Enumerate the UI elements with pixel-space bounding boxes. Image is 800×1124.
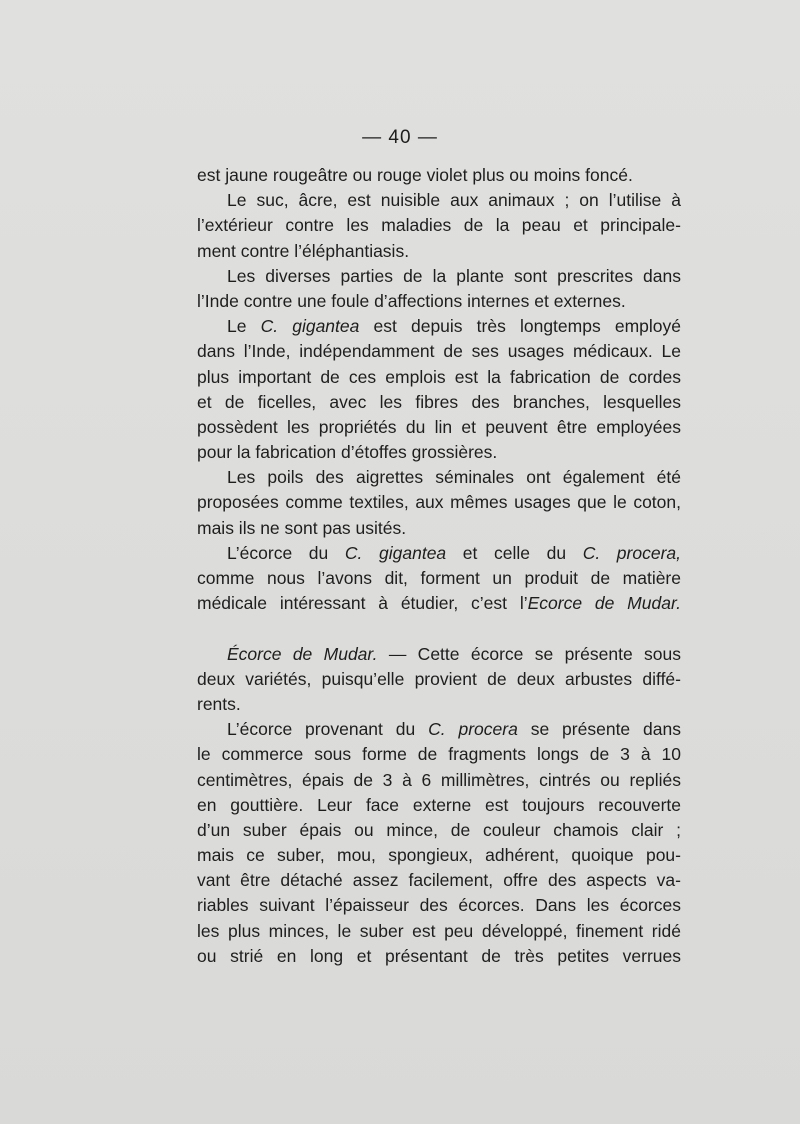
text-segment: Le — [227, 316, 261, 337]
text-line — [197, 591, 681, 616]
text-segment: est depuis très longtemps employé — [359, 316, 681, 337]
text-line — [197, 541, 681, 566]
text-line: vant être détaché assez facilement, offre des aspects va- — [197, 870, 681, 891]
italic-segment: C. gigantea — [260, 316, 360, 337]
text-line: mais ce suber, mou, spongieux, adhérent, quoique pou- — [197, 845, 681, 866]
text-line: comme nous l’avons dit, forment un produit de matière — [197, 568, 681, 588]
body-text — [197, 163, 681, 969]
text-line: mais ils ne sont pas usités. — [197, 517, 407, 538]
text-line: ou strié en long et présentant de très petites verrues — [197, 945, 681, 966]
page-number: — 40 — — [362, 127, 438, 148]
text-line: possèdent les propriétés du lin et peuvent être employées — [197, 416, 681, 437]
text-segment: L’écorce provenant du — [227, 719, 429, 740]
text-line: le commerce sous forme de fragments longs de 3 à 10 — [197, 744, 681, 765]
text-segment: médicale intéressant à étudier, c’est l’ — [197, 593, 528, 614]
text-line: deux variétés, puisqu’elle provient de deux arbustes diffé- — [197, 668, 681, 689]
text-line: l’extérieur contre les maladies de la peau et principale- — [197, 215, 681, 236]
text-line: dans l’Inde, indépendamment de ses usages médicaux. Le — [197, 341, 681, 362]
text-line: proposées comme textiles, aux mêmes usages que le coton, — [197, 492, 681, 513]
text-line: est jaune rougeâtre ou rouge violet plus ou moins foncé. — [197, 165, 633, 185]
italic-segment: Écorce de Mudar. — [227, 643, 378, 664]
text-line — [197, 717, 681, 742]
text-line — [197, 314, 681, 339]
text-line — [197, 642, 681, 667]
text-line: ment contre l’éléphantiasis. — [197, 240, 410, 261]
italic-segment: C. gigantea — [344, 542, 447, 563]
italic-segment: C. procera, — [582, 542, 682, 563]
text-line: riables suivant l’épaisseur des écorces. Dans les écorces — [197, 895, 681, 916]
text-line: plus important de ces emplois est la fabrication de cordes — [197, 366, 681, 387]
text-line: en gouttière. Leur face externe est toujours recouverte — [197, 794, 681, 815]
text-line: pour la fabrication d’étoffes grossières. — [197, 442, 498, 463]
text-line: rents. — [197, 693, 241, 714]
text-line: Les diverses parties de la plante sont prescrites dans — [227, 265, 681, 286]
text-segment: — Cette écorce se présente sous — [377, 643, 681, 664]
text-line: Le suc, âcre, est nuisible aux animaux ; on l’utilise à — [227, 190, 681, 211]
text-line: l’Inde contre une foule d’affections internes et externes. — [197, 290, 626, 311]
text-segment: L’écorce du — [227, 542, 345, 563]
text-line: les plus minces, le suber est peu développé, finement ridé — [197, 920, 681, 941]
italic-segment: C. procera — [428, 719, 518, 740]
italic-segment: Ecorce de Mudar. — [527, 593, 681, 614]
text-line: centimètres, épais de 3 à 6 millimètres, cintrés ou repliés — [197, 769, 681, 790]
text-segment: se présente dans — [517, 719, 681, 740]
text-line: Les poils des aigrettes séminales ont également été — [227, 467, 681, 488]
text-line: et de ficelles, avec les fibres des branches, lesquelles — [197, 391, 681, 412]
paragraph-gap — [197, 616, 681, 641]
text-line: d’un suber épais ou mince, de couleur chamois clair ; — [197, 819, 681, 840]
text-segment: et celle du — [446, 542, 583, 563]
